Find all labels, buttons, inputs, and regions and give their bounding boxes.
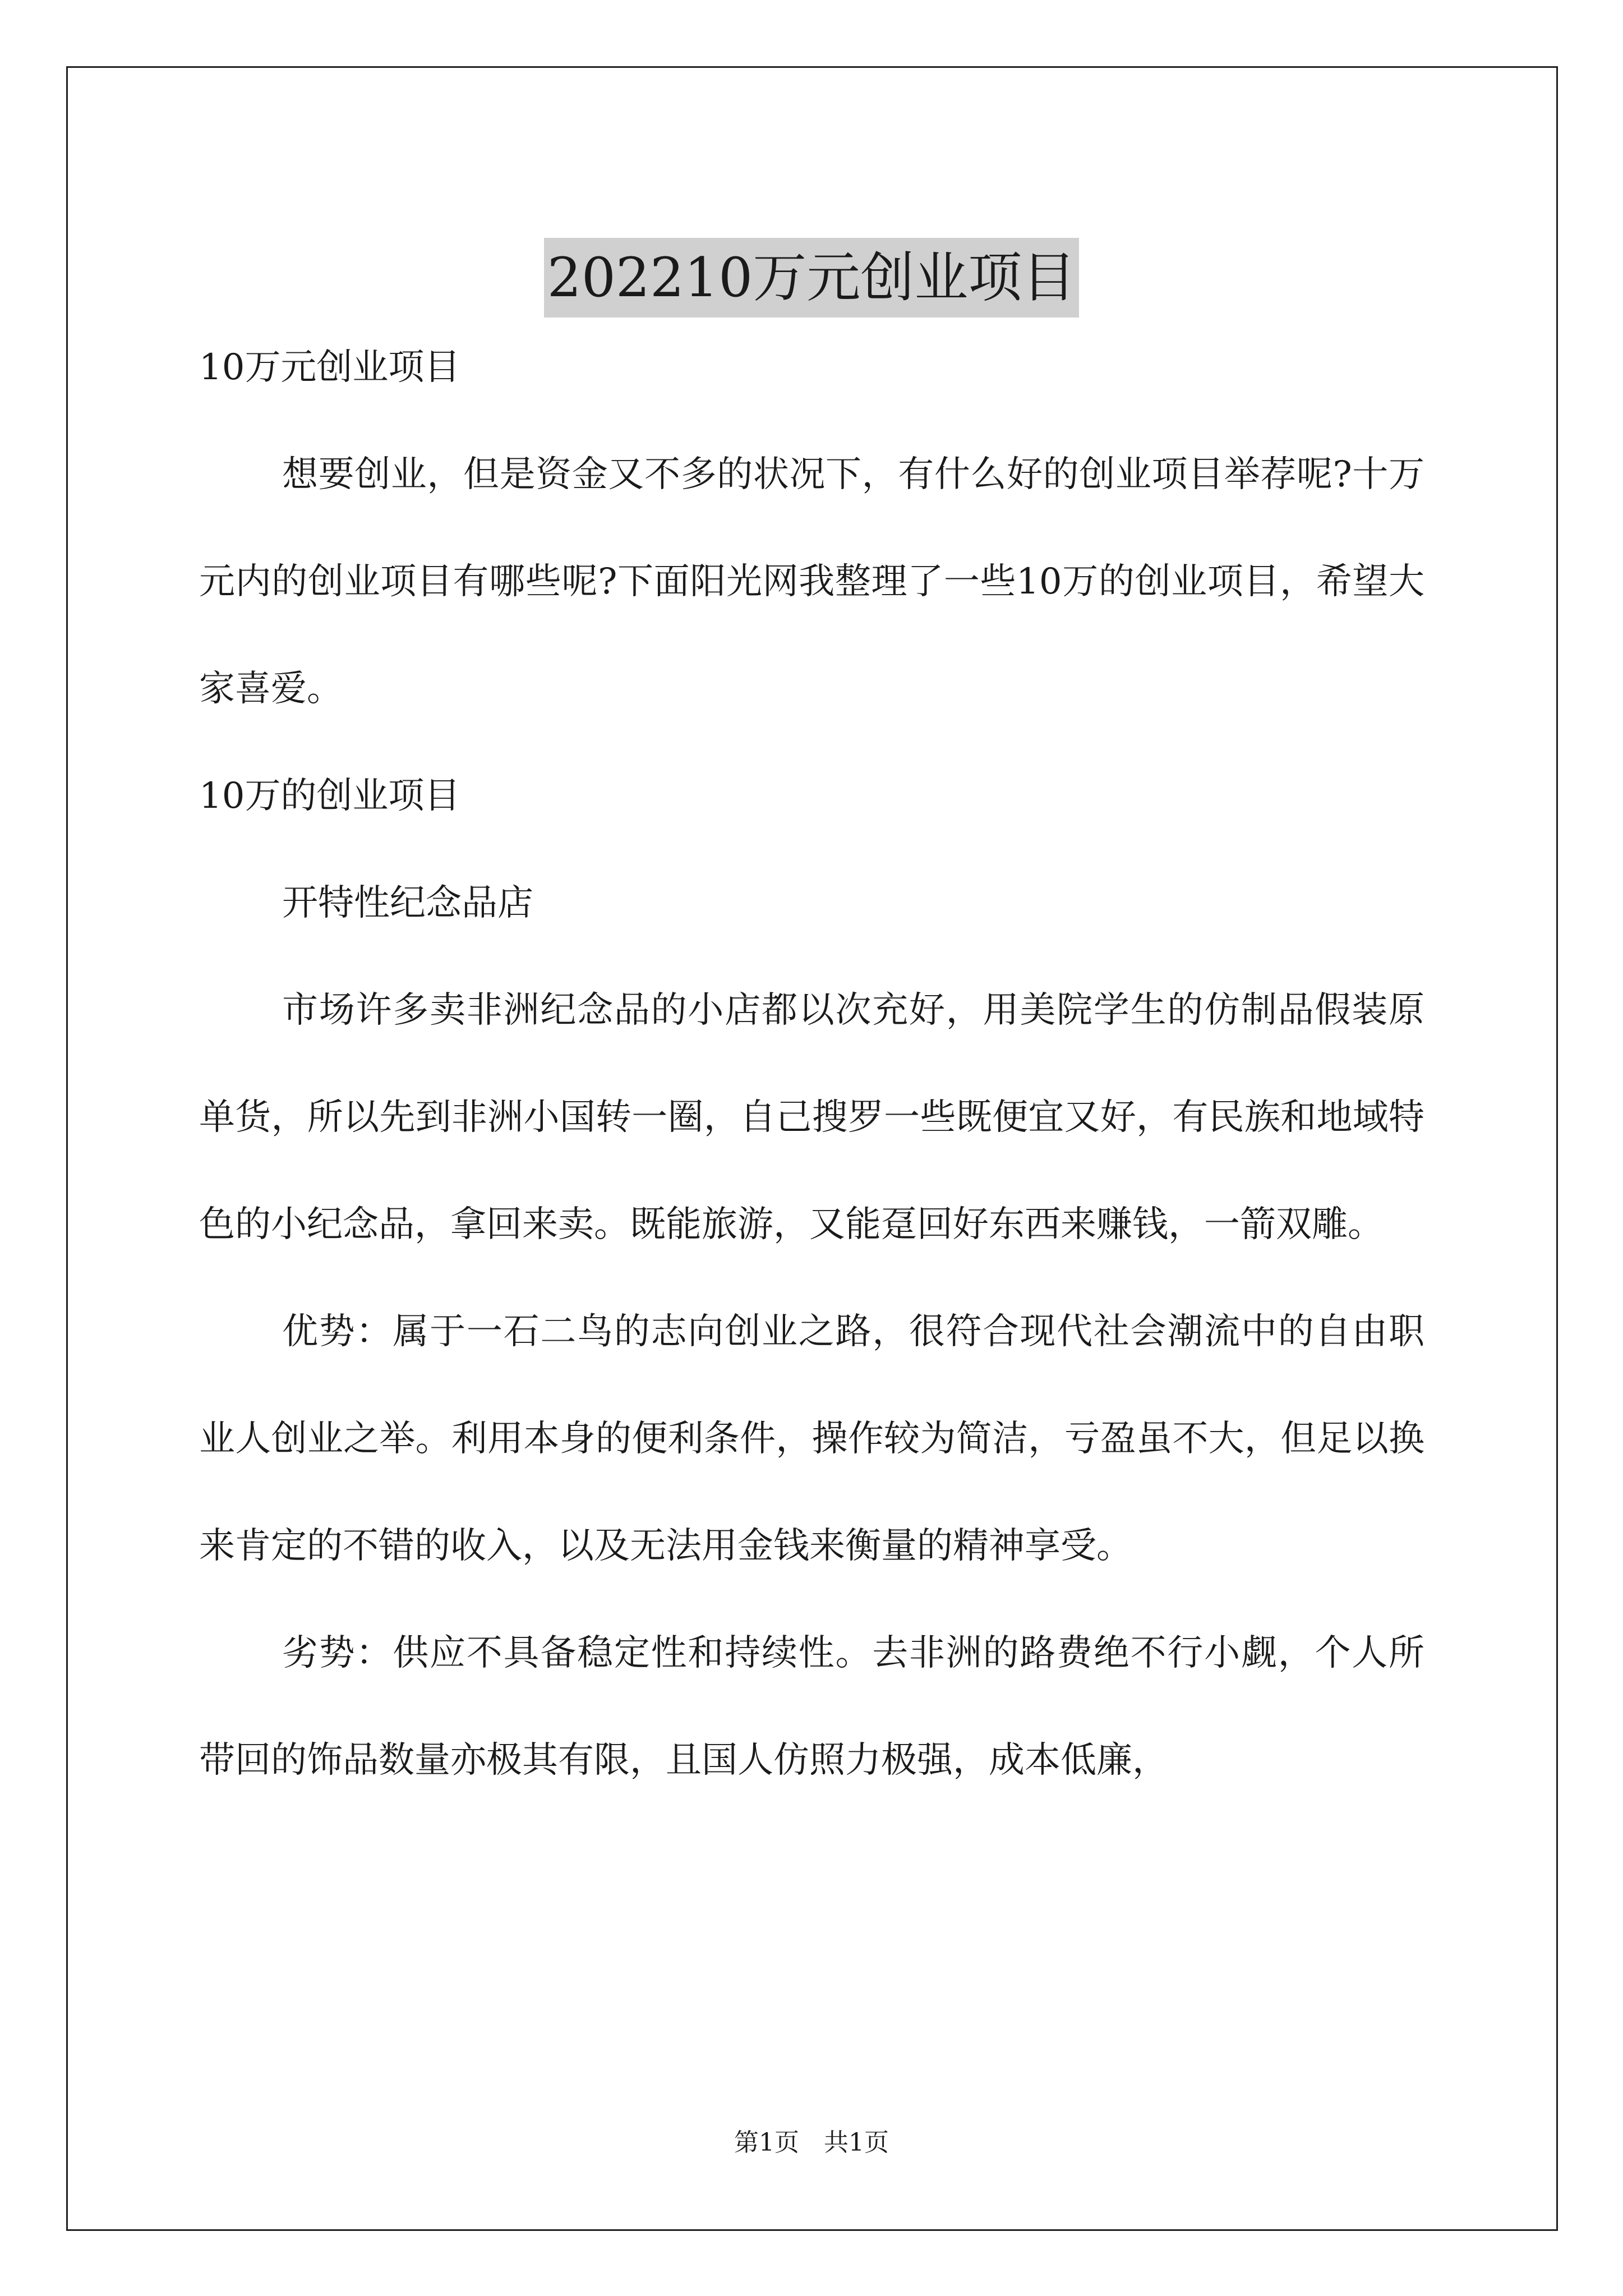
paragraph: 市场许多卖非洲纪念品的小店都以次充好，用美院学生的仿制品假装原单货，所以先到非洲小国转一圈，自己搜罗一些既便宜又好，有民族和地域特色的小纪念品，拿回来卖。既能旅游，又能趸回好东西来赚钱，一箭双雕。 [199,990,1424,1245]
paragraph: 劣势：供应不具备稳定性和持续性。去非洲的路费绝不行小觑，个人所带回的饰品数量亦极其有限，且国人仿照力极强，成本低廉， [199,1632,1424,1781]
paragraph: 想要创业，但是资金又不多的状况下，有什么好的创业项目举荐呢?十万元内的创业项目有哪些呢?下面阳光网我整理了一些10万的创业项目，希望大家喜爱。 [199,454,1424,710]
document-title[interactable]: 202210万元创业项目 [544,238,1079,318]
paragraph: 优势：属于一石二鸟的志向创业之路，很符合现代社会潮流中的自由职业人创业之举。利用本身的便利条件，操作较为简洁，亏盈虽不大，但足以换来肯定的不错的收入，以及无法用金钱来衡量的精神享受。 [199,1311,1424,1567]
paragraph-heading: 10万的创业项目 [199,775,460,817]
page-footer: 第1页 共1页 [734,2128,889,2157]
document-body [199,314,1424,1814]
paragraph-heading: 10万元创业项目 [199,347,460,388]
paragraph: 开特性纪念品店 [282,882,533,924]
